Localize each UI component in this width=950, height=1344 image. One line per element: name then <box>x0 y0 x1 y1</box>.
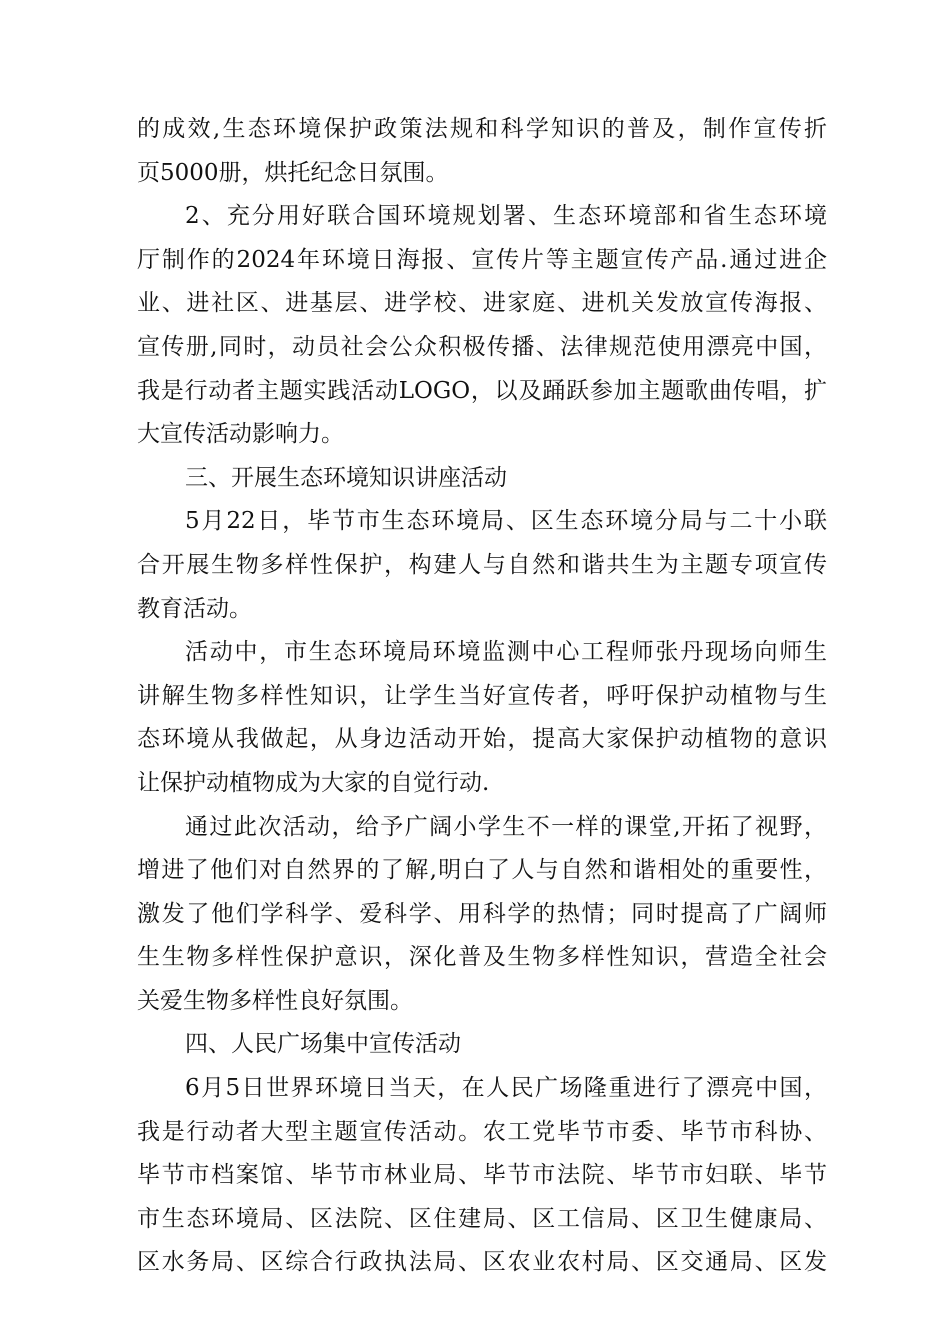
text-line: 活动中，市生态环境局环境监测中心工程师张丹现场向师生 <box>185 639 827 666</box>
text-line: 增进了他们对自然界的了解,明白了人与自然和谐相处的重要性， <box>137 857 827 884</box>
text-line: 大宣传活动影响力。 <box>137 421 344 448</box>
text-line: 关爱生物多样性良好氛围。 <box>137 987 413 1014</box>
text-line: 激发了他们学科学、爱科学、用科学的热情；同时提高了广阔师 <box>137 900 827 927</box>
document-body <box>137 108 827 1285</box>
text-line: 通过此次活动，给予广阔小学生不一样的课堂,开拓了视野， <box>185 813 827 840</box>
text-line: 让保护动植物成为大家的自觉行动. <box>137 769 490 796</box>
text-line: 态环境从我做起，从身边活动开始，提高大家保护动植物的意识 <box>137 726 827 753</box>
text-line: 我是行动者大型主题宣传活动。农工党毕节市委、毕节市科协、 <box>137 1118 827 1145</box>
text-line: 厅制作的2024年环境日海报、宣传片等主题宣传产品.通过进企 <box>137 246 827 273</box>
text-line: 2、充分用好联合国环境规划署、生态环境部和省生态环境 <box>185 203 827 230</box>
text-line: 的成效,生态环境保护政策法规和科学知识的普及，制作宣传折 <box>137 116 827 142</box>
section-heading: 三、开展生态环境知识讲座活动 <box>185 464 507 491</box>
text-line: 市生态环境局、区法院、区住建局、区工信局、区卫生健康局、 <box>137 1205 827 1232</box>
text-line: 讲解生物多样性知识，让学生当好宣传者，呼吁保护动植物与生 <box>137 682 827 709</box>
text-line: 页5000册，烘托纪念日氛围。 <box>137 159 449 186</box>
text-line: 生生物多样性保护意识，深化普及生物多样性知识，营造全社会 <box>137 944 827 971</box>
text-line: 区水务局、区综合行政执法局、区农业农村局、区交通局、区发 <box>137 1249 827 1276</box>
section-heading: 四、人民广场集中宣传活动 <box>185 1031 461 1058</box>
text-line: 毕节市档案馆、毕节市林业局、毕节市法院、毕节市妇联、毕节 <box>137 1162 827 1189</box>
text-line: 合开展生物多样性保护，构建人与自然和谐共生为主题专项宣传 <box>137 551 827 578</box>
text-line: 6月5日世界环境日当天，在人民广场隆重进行了漂亮中国， <box>185 1075 827 1102</box>
text-line: 5月22日，毕节市生态环境局、区生态环境分局与二十小联 <box>185 508 827 535</box>
text-line: 我是行动者主题实践活动LOGO，以及踊跃参加主题歌曲传唱，扩 <box>137 377 827 404</box>
text-line: 宣传册,同时，动员社会公众积极传播、法律规范使用漂亮中国， <box>137 333 827 360</box>
text-line: 业、进社区、进基层、进学校、进家庭、进机关发放宣传海报、 <box>137 290 827 317</box>
text-line: 教育活动。 <box>137 595 252 622</box>
